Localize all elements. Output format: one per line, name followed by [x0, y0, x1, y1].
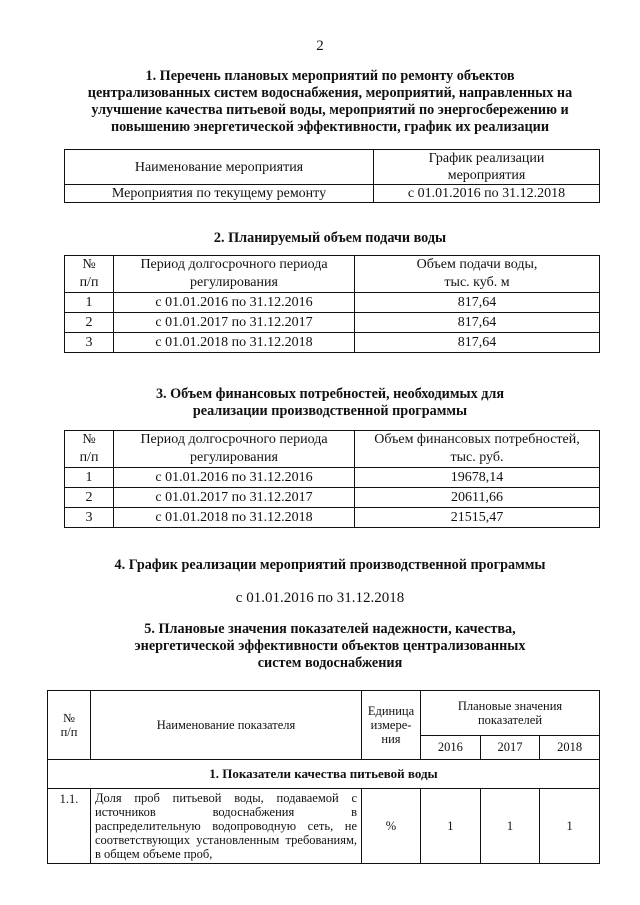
row-indicator-text: Доля проб питьевой воды, подаваемой с источников водоснабжения в распределительную водопроводную сеть, не соответствующих установленным требованиям, в общем объеме проб, [91, 789, 362, 864]
header-indicator-name: Наименование показателя [91, 691, 362, 760]
section1-title-line: 1. Перечень плановых мероприятий по ремонту объектов [145, 68, 515, 84]
header-number [65, 431, 114, 468]
row-number: 3 [65, 333, 114, 353]
row-number: 2 [65, 488, 114, 508]
group-heading: 1. Показатели качества питьевой воды [48, 760, 600, 789]
header-number-line2: п/п [60, 725, 78, 739]
table-row [65, 293, 600, 313]
header-schedule-line2: мероприятия [447, 168, 526, 183]
header-number-line1: № [82, 432, 96, 447]
measure-name-cell: Мероприятия по текущему ремонту [65, 185, 374, 203]
table-header-row [65, 256, 600, 293]
header-schedule-line1: График реализации [428, 151, 545, 166]
header-number-line1: № [63, 711, 75, 725]
water-supply-table [64, 255, 600, 353]
row-period: с 01.01.2018 по 31.12.2018 [114, 333, 355, 353]
page-number: 2 [316, 38, 324, 54]
row-period: с 01.01.2016 по 31.12.2016 [114, 293, 355, 313]
header-schedule [374, 150, 600, 185]
header-period [114, 256, 355, 293]
header-period-line1: Период долгосрочного периода [140, 257, 328, 272]
indicators-table [47, 690, 600, 864]
table-row [65, 185, 600, 203]
header-number [65, 256, 114, 293]
row-period: с 01.01.2017 по 31.12.2017 [114, 488, 355, 508]
header-number-line2: п/п [79, 450, 99, 465]
section1-title-line: улучшение качества питьевой воды, мероприятий по энергосбережению и [91, 102, 569, 118]
header-financial-line1: Объем финансовых потребностей, [374, 432, 580, 447]
header-volume-line2: тыс. куб. м [444, 275, 510, 290]
section4-title: 4. График реализации мероприятий производственной программы [114, 557, 546, 573]
header-number [48, 691, 91, 760]
header-year-2017: 2017 [480, 735, 540, 759]
row-volume: 817,64 [355, 313, 600, 333]
row-value-2017: 1 [480, 789, 540, 864]
row-number: 1.1. [48, 789, 91, 864]
row-financial: 21515,47 [355, 508, 600, 528]
table-row [65, 488, 600, 508]
table-row [65, 508, 600, 528]
header-planned-values [421, 691, 600, 736]
header-unit [362, 691, 421, 760]
header-measure-name: Наименование мероприятия [65, 150, 374, 185]
section5-title-line: систем водоснабжения [257, 655, 403, 671]
measures-table [64, 149, 600, 203]
header-number-line1: № [82, 257, 96, 272]
header-unit-line2: измере- [370, 718, 412, 732]
row-volume: 817,64 [355, 333, 600, 353]
measure-period-cell: с 01.01.2016 по 31.12.2018 [374, 185, 600, 203]
table-header-row [48, 691, 600, 736]
row-unit: % [362, 789, 421, 864]
table-header-row [65, 150, 600, 185]
header-planned-line2: показателей [477, 712, 543, 727]
row-number: 3 [65, 508, 114, 528]
header-planned-line1: Плановые значения [457, 698, 563, 713]
section4-period: с 01.01.2016 по 31.12.2018 [235, 590, 405, 606]
header-financial-line2: тыс. руб. [450, 450, 504, 465]
row-value-2018: 1 [540, 789, 600, 864]
section2-title: 2. Планируемый объем подачи воды [213, 230, 447, 246]
header-period-line2: регулирования [190, 450, 278, 465]
header-period-line1: Период долгосрочного периода [140, 432, 328, 447]
header-unit-line3: ния [381, 732, 401, 746]
header-year-2018: 2018 [540, 735, 600, 759]
header-number-line2: п/п [79, 275, 99, 290]
row-number: 1 [65, 468, 114, 488]
section5-title-line: энергетической эффективности объектов централизованных [134, 638, 526, 654]
table-row [65, 333, 600, 353]
section1-title-line: централизованных систем водоснабжения, мероприятий, направленных на [87, 85, 573, 101]
row-number: 1 [65, 293, 114, 313]
row-financial: 19678,14 [355, 468, 600, 488]
section3-title-line: 3. Объем финансовых потребностей, необходимых для [155, 386, 505, 402]
header-volume-line1: Объем подачи воды, [416, 257, 538, 272]
section3-title-line: реализации производственной программы [192, 403, 468, 419]
table-header-row [65, 431, 600, 468]
table-group-row [48, 760, 600, 789]
table-row [48, 789, 600, 864]
row-period: с 01.01.2016 по 31.12.2016 [114, 468, 355, 488]
header-year-2016: 2016 [421, 735, 481, 759]
row-volume: 817,64 [355, 293, 600, 313]
section1-title [60, 68, 600, 136]
section5-title-line: 5. Плановые значения показателей надежности, качества, [144, 621, 516, 637]
header-volume [355, 256, 600, 293]
table-row [65, 468, 600, 488]
header-period [114, 431, 355, 468]
row-period: с 01.01.2017 по 31.12.2017 [114, 313, 355, 333]
section1-title-line: повышению энергетической эффективности, график их реализации [111, 119, 549, 135]
header-unit-line1: Единица [367, 704, 415, 718]
section3-title [60, 386, 600, 420]
row-period: с 01.01.2018 по 31.12.2018 [114, 508, 355, 528]
header-period-line2: регулирования [190, 275, 278, 290]
row-financial: 20611,66 [355, 488, 600, 508]
financial-needs-table [64, 430, 600, 528]
table-row [65, 313, 600, 333]
row-number: 2 [65, 313, 114, 333]
row-value-2016: 1 [421, 789, 481, 864]
section5-title [60, 621, 600, 672]
header-financial [355, 431, 600, 468]
